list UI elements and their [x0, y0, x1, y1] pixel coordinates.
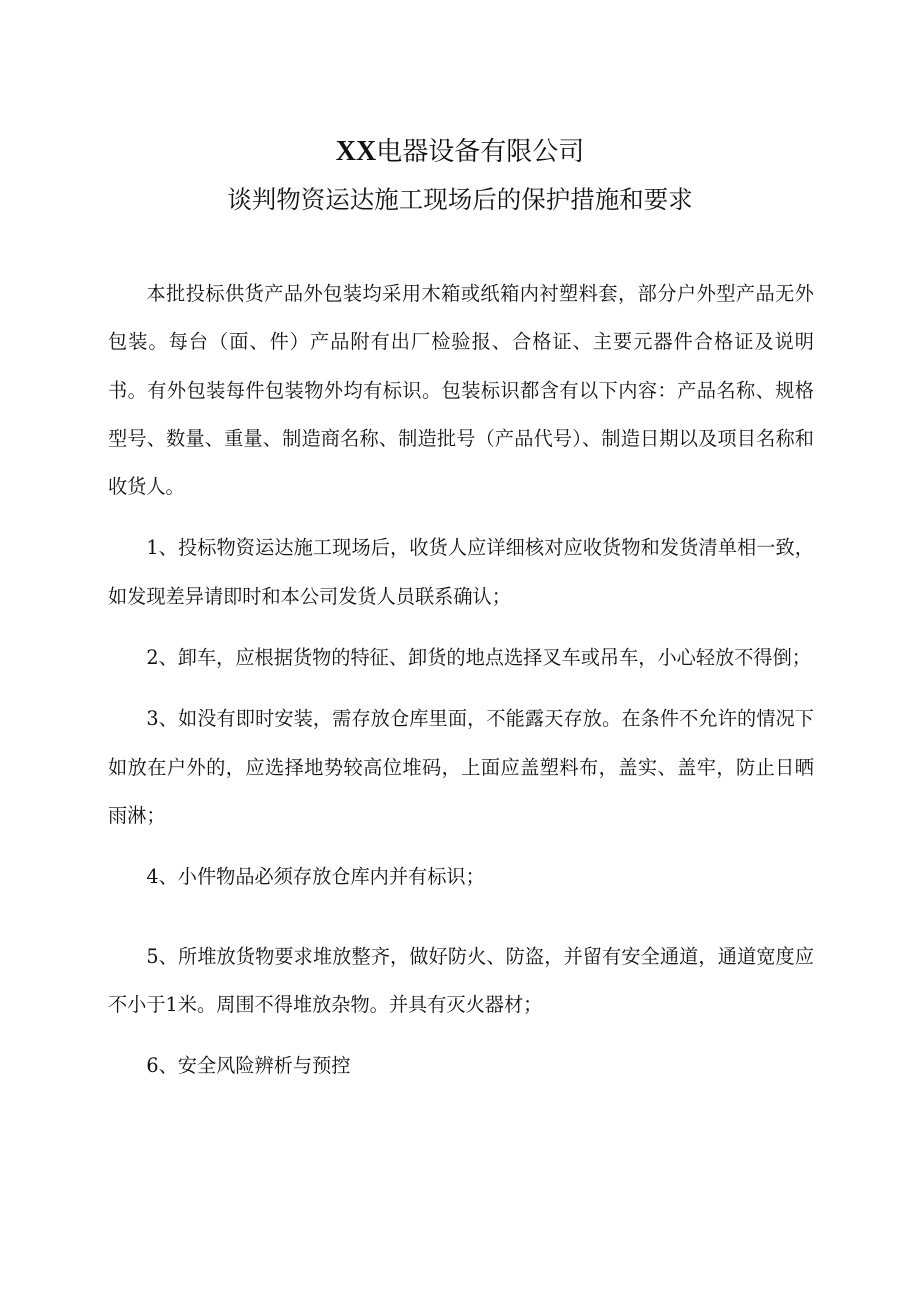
document-title: 谈判物资运达施工现场后的保护措施和要求: [227, 185, 693, 214]
item-6-paragraph: 6、安全风险辨析与预控: [146, 1054, 351, 1078]
company-name-prefix: XX: [335, 136, 377, 167]
document-body: [108, 270, 814, 1090]
item-1-paragraph: 1、投标物资运达施工现场后，收货人应详细核对应收货物和发货清单相一致，如发现差异请即时和本公司发货人员联系确认；: [108, 536, 814, 608]
company-name-rest: 电器设备有限公司: [376, 137, 585, 167]
item-4-paragraph: 4、小件物品必须存放仓库内并有标识；: [146, 865, 485, 889]
item-2-paragraph: 2、卸车，应根据货物的特征、卸货的地点选择叉车或吊车，小心轻放不得倒；: [146, 646, 811, 670]
company-name: [0, 134, 920, 170]
item-5-paragraph: 5、所堆放货物要求堆放整齐，做好防火、防盗，并留有安全通道，通道宽度应不小于1米。周围不得堆放杂物。并具有灭火器材；: [108, 944, 814, 1016]
intro-paragraph: 本批投标供货产品外包装均采用木箱或纸箱内衬塑料套，部分户外型产品无外包装。每台（面、件）产品附有出厂检验报、合格证、主要元器件合格证及说明书。有外包装每件包装物外均有标识。包装标识都含有以下内容：产品名称、规格型号、数量、重量、制造商名称、制造批号（产品代号）、制造日期以及项目名称和收货人。: [108, 282, 814, 499]
item-3-paragraph: 3、如没有即时安装，需存放仓库里面，不能露天存放。在条件不允许的情况下如放在户外的，应选择地势较高位堆码，上面应盖塑料布，盖实、盖牢，防止日晒雨淋；: [108, 707, 814, 827]
